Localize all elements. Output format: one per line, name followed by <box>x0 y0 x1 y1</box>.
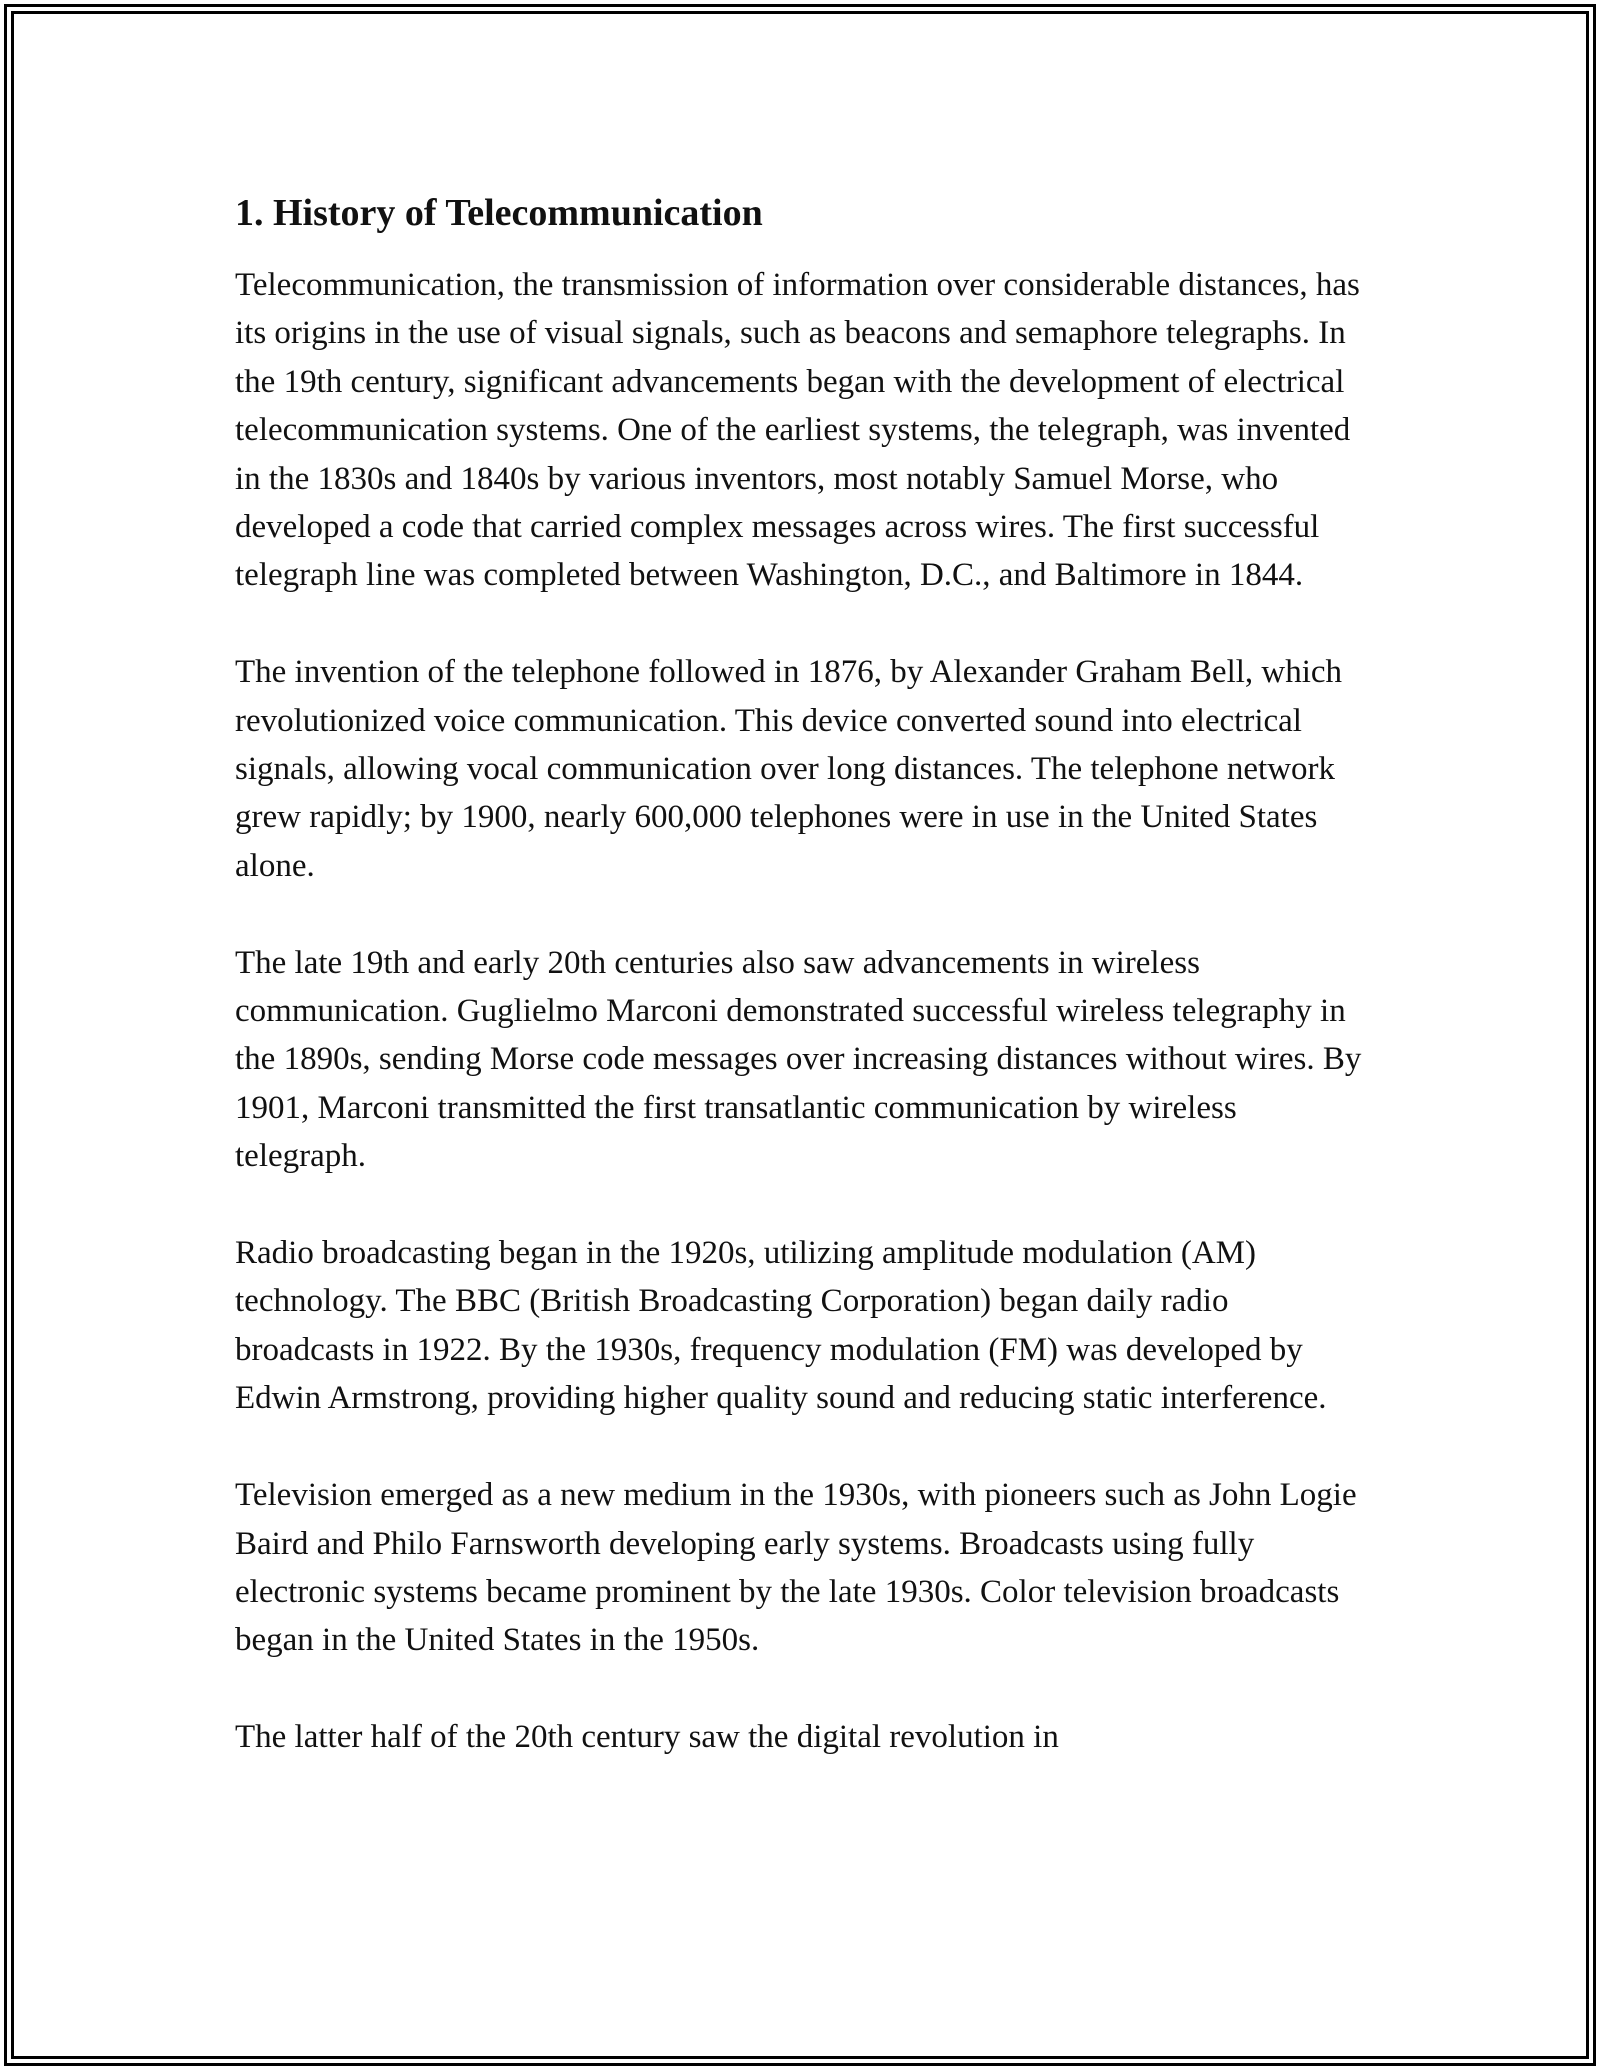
paragraph-digital: The latter half of the 20th century saw the digital revolution in <box>235 1719 1059 1756</box>
paragraph-telephone: The invention of the telephone followed in 1876, by Alexander Graham Bell, which revolutionized voice communication. This device converted sound into electrical signals, allowing vocal communication over long distances. The telephone network grew rapidly; by 1900, nearly 600,000 telephones were in use in the United States alone. <box>235 654 1343 884</box>
paragraph-wireless: The late 19th and early 20th centuries also saw advancements in wireless communication. Guglielmo Marconi demonstrated successful wireless telegraphy in the 1890s, sending Morse code messages over increasing distances without wires. By 1901, Marconi transmitted the first transatlantic communication by wireless telegraph. <box>235 944 1362 1175</box>
paragraph-radio: Radio broadcasting began in the 1920s, utilizing amplitude modulation (AM) technology. The BBC (British Broadcasting Corporation) began daily radio broadcasts in 1922. By the 1930s, frequency modulation (FM) was developed by Edwin Armstrong, providing higher quality sound and reducing static interference. <box>235 1235 1327 1417</box>
paragraph-television: Television emerged as a new medium in the 1930s, with pioneers such as John Logie Baird and Philo Farnsworth developing early systems. Broadcasts using fully electronic systems became prominent by the late 1930s. Color television broadcasts began in the United States in the 1950s. <box>235 1477 1357 1659</box>
paragraph-telegraph: Telecommunication, the transmission of information over considerable distances, has its origins in the use of visual signals, such as beacons and semaphore telegraphs. In the 19th century, significant advancements began with the development of electrical telecommunication systems. One of the earliest systems, the telegraph, was invented in the 1830s and 1840s by various inventors, most notably Samuel Morse, who developed a code that carried complex messages across wires. The first successful telegraph line was completed between Washington, D.C., and Baltimore in 1844. <box>235 267 1360 594</box>
section-heading: 1. History of Telecommunication <box>235 192 763 234</box>
document-body <box>235 185 1365 1762</box>
